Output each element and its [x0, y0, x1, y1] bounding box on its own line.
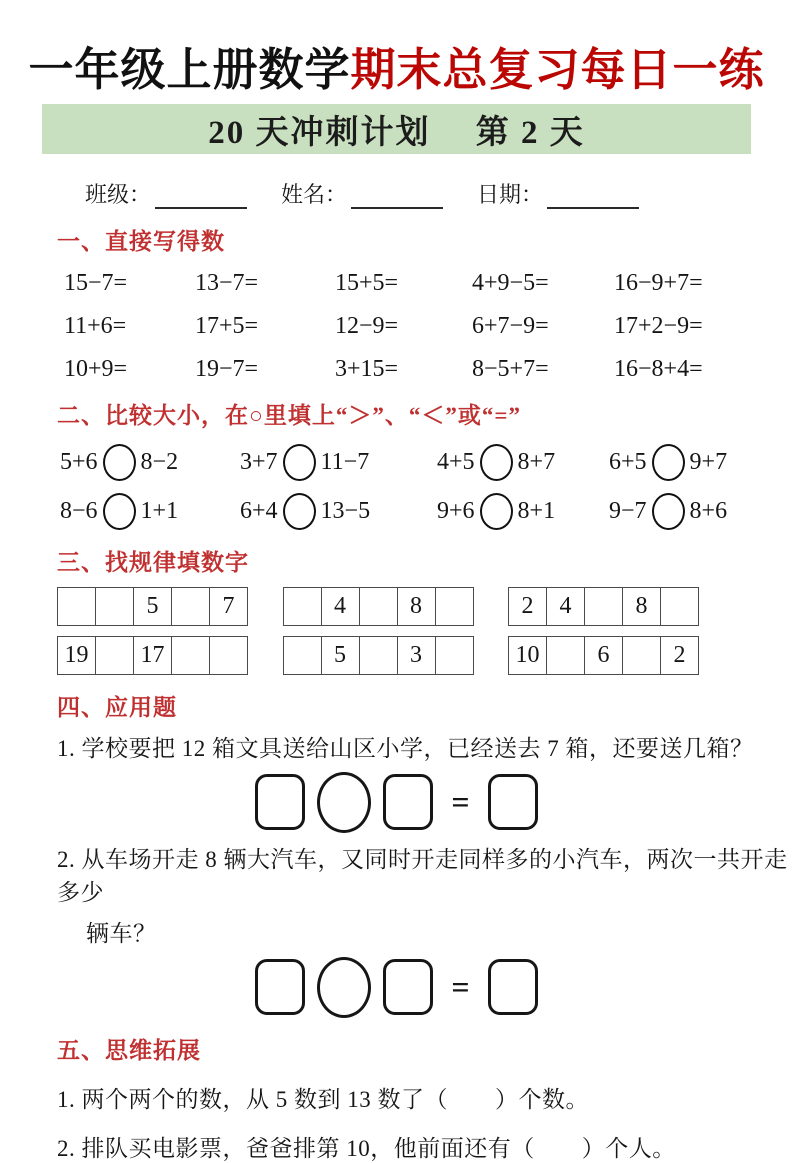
calc-problem: 16−9+7= — [614, 270, 703, 296]
thinking-item-1: 1. 两个两个的数，从 5 数到 13 数了（ ）个数。 — [57, 1087, 589, 1112]
compare-left: 9−7 — [609, 498, 647, 524]
pattern-cell: 2 — [508, 587, 547, 626]
pattern-cell — [210, 636, 248, 675]
answer-circle — [283, 444, 316, 481]
info-line — [85, 178, 793, 209]
answer-circle — [480, 444, 513, 481]
word-problem-1: 1. 学校要把 12 箱文具送给山区小学，已经送去 7 箱，还要送几箱？ — [57, 736, 754, 761]
pattern-cell — [360, 636, 398, 675]
pattern-table — [57, 636, 248, 675]
answer-box — [383, 774, 433, 830]
pattern-cell: 6 — [585, 636, 623, 675]
compare-right: 1+1 — [140, 498, 179, 524]
class-label: 班级： — [85, 182, 152, 207]
name-blank — [351, 185, 443, 209]
page-title-red: 期末总复习每日一练 — [350, 45, 765, 95]
pattern-cell — [661, 587, 699, 626]
calc-problem: 12−9= — [335, 313, 399, 339]
operator-circle — [317, 957, 371, 1018]
pattern-cell — [57, 587, 96, 626]
compare-right: 8−2 — [140, 449, 179, 475]
thinking-item-2: 2. 排队买电影票，爸爸排第 10，他前面还有（ ）个人。 — [57, 1136, 676, 1161]
compare-right: 8+6 — [689, 498, 728, 524]
pattern-cell — [585, 587, 623, 626]
pattern-cell: 10 — [508, 636, 547, 675]
pattern-cell — [547, 636, 585, 675]
date-blank — [547, 185, 639, 209]
calc-problem: 19−7= — [195, 356, 259, 382]
equals-sign: = — [451, 968, 470, 1005]
calc-problem: 17+5= — [195, 313, 259, 339]
compare-right: 13−5 — [320, 498, 371, 524]
name-group — [281, 178, 443, 209]
compare-right: 8+7 — [517, 449, 556, 475]
answer-circle — [480, 493, 513, 530]
compare-item — [437, 444, 609, 481]
date-label: 日期： — [477, 182, 544, 207]
section2-heading: 二、比较大小，在○里填上“＞”、“＜”或“=” — [57, 403, 521, 428]
calc-problem: 16−8+4= — [614, 356, 703, 382]
section2-compare-grid — [0, 444, 793, 530]
pattern-cell — [96, 636, 134, 675]
calc-problem: 15−7= — [64, 270, 128, 296]
calc-problem: 6+7−9= — [472, 313, 549, 339]
section1-heading: 一、直接写得数 — [57, 229, 225, 254]
answer-circle — [283, 493, 316, 530]
section4-heading: 四、应用题 — [57, 695, 177, 720]
pattern-cell — [623, 636, 661, 675]
calc-problem: 3+15= — [335, 356, 399, 382]
compare-left: 4+5 — [437, 449, 475, 475]
pattern-cell — [172, 636, 210, 675]
calc-problem: 17+2−9= — [614, 313, 703, 339]
answer-box — [488, 959, 538, 1015]
pattern-cell: 4 — [322, 587, 360, 626]
compare-left: 6+5 — [609, 449, 647, 475]
calc-problem: 13−7= — [195, 270, 259, 296]
answer-circle — [103, 444, 136, 481]
pattern-cell — [360, 587, 398, 626]
answer-circle — [652, 444, 685, 481]
answer-shapes-1 — [0, 771, 793, 833]
pattern-table-row — [0, 636, 793, 675]
calc-problem: 10+9= — [64, 356, 128, 382]
compare-item — [437, 493, 609, 530]
pattern-cell — [96, 587, 134, 626]
word-problem-2-line2: 辆车？ — [86, 921, 157, 946]
pattern-cell: 8 — [398, 587, 436, 626]
pattern-cell: 7 — [210, 587, 248, 626]
pattern-cell — [283, 587, 322, 626]
calc-problem: 15+5= — [335, 270, 399, 296]
answer-box — [488, 774, 538, 830]
pattern-cell: 4 — [547, 587, 585, 626]
section5-heading: 五、思维拓展 — [57, 1038, 201, 1063]
banner — [42, 104, 751, 154]
pattern-cell: 17 — [134, 636, 172, 675]
pattern-cell — [283, 636, 322, 675]
compare-left: 3+7 — [240, 449, 278, 475]
compare-right: 8+1 — [517, 498, 556, 524]
calc-problem: 11+6= — [64, 313, 127, 339]
pattern-cell: 8 — [623, 587, 661, 626]
date-group — [477, 178, 639, 209]
pattern-table — [57, 587, 248, 626]
pattern-cell: 3 — [398, 636, 436, 675]
operator-circle — [317, 772, 371, 833]
compare-item — [60, 493, 240, 530]
pattern-table — [283, 587, 474, 626]
answer-box — [255, 959, 305, 1015]
answer-box — [255, 774, 305, 830]
word-problem-2-line1: 2. 从车场开走 8 辆大汽车，又同时开走同样多的小汽车，两次一共开走多少 — [57, 847, 788, 905]
section1-problem-grid — [0, 270, 793, 383]
pattern-cell: 5 — [134, 587, 172, 626]
banner-text: 20 天冲刺计划 第 2 天 — [208, 114, 585, 151]
calc-problem: 4+9−5= — [472, 270, 549, 296]
name-label: 姓名： — [281, 182, 348, 207]
compare-right: 9+7 — [689, 449, 728, 475]
pattern-cell: 19 — [57, 636, 96, 675]
answer-shapes-2 — [0, 956, 793, 1018]
compare-right: 11−7 — [320, 449, 370, 475]
answer-box — [383, 959, 433, 1015]
compare-left: 8−6 — [60, 498, 98, 524]
answer-circle — [103, 493, 136, 530]
calc-problem: 8−5+7= — [472, 356, 549, 382]
equals-sign: = — [451, 783, 470, 820]
pattern-table — [508, 587, 699, 626]
compare-left: 5+6 — [60, 449, 98, 475]
pattern-table — [508, 636, 699, 675]
section3-heading: 三、找规律填数字 — [57, 550, 249, 575]
page-title-black: 一年级上册数学 — [28, 45, 351, 95]
compare-item — [609, 444, 793, 481]
pattern-table-row — [0, 587, 793, 626]
page-title — [0, 44, 793, 96]
compare-item — [609, 493, 793, 530]
compare-item — [240, 444, 437, 481]
compare-left: 6+4 — [240, 498, 278, 524]
class-group — [85, 178, 247, 209]
class-blank — [155, 185, 247, 209]
pattern-cell — [172, 587, 210, 626]
pattern-table — [283, 636, 474, 675]
pattern-cell — [436, 636, 474, 675]
pattern-cell: 2 — [661, 636, 699, 675]
pattern-cell — [436, 587, 474, 626]
compare-left: 9+6 — [437, 498, 475, 524]
answer-circle — [652, 493, 685, 530]
pattern-cell: 5 — [322, 636, 360, 675]
compare-item — [60, 444, 240, 481]
compare-item — [240, 493, 437, 530]
